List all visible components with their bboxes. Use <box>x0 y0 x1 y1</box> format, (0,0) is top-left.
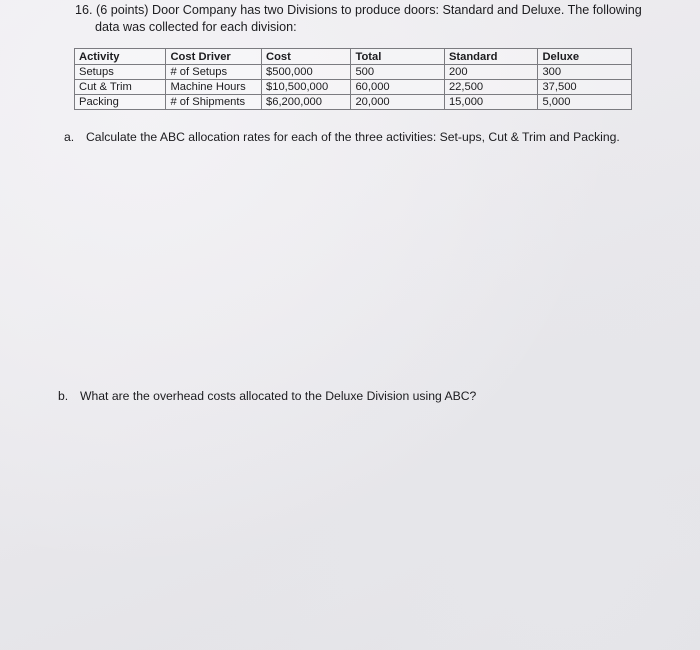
table-row <box>75 80 632 95</box>
header-cost: Cost <box>262 49 351 65</box>
table-cell: 5,000 <box>538 95 632 110</box>
part-b-question <box>58 388 476 404</box>
header-activity: Activity <box>75 49 166 65</box>
header-total: Total <box>351 49 445 65</box>
table-cell: Setups <box>75 65 166 80</box>
part-a-letter: a. <box>64 130 75 144</box>
table-cell: 15,000 <box>444 95 538 110</box>
table-cell: 200 <box>444 65 538 80</box>
table-cell: 37,500 <box>538 80 632 95</box>
table-cell: 20,000 <box>351 95 445 110</box>
activity-cost-table <box>74 48 632 110</box>
table-cell: Machine Hours <box>166 80 262 95</box>
table-cell: 500 <box>351 65 445 80</box>
table-cell: Cut & Trim <box>75 80 166 95</box>
header-standard: Standard <box>444 49 538 65</box>
header-cost-driver: Cost Driver <box>166 49 262 65</box>
table-cell: 300 <box>538 65 632 80</box>
part-a-text: Calculate the ABC allocation rates for each of the three activities: Set-ups, Cut & Trim and Packing. <box>86 130 620 144</box>
question-line-2: data was collected for each division: <box>95 20 297 34</box>
table-row <box>75 65 632 80</box>
table-cell: # of Shipments <box>166 95 262 110</box>
table-header-row <box>75 49 632 65</box>
part-b-letter: b. <box>58 389 69 403</box>
question-line-1: 16. (6 points) Door Company has two Divisions to produce doors: Standard and Deluxe. The following <box>75 3 642 17</box>
part-b-text: What are the overhead costs allocated to the Deluxe Division using ABC? <box>80 389 477 403</box>
part-a-question <box>64 129 620 145</box>
table-cell: $6,200,000 <box>262 95 351 110</box>
header-deluxe: Deluxe <box>538 49 632 65</box>
table-cell: # of Setups <box>166 65 262 80</box>
table-cell: $500,000 <box>262 65 351 80</box>
table-cell: 60,000 <box>351 80 445 95</box>
question-title <box>75 2 675 36</box>
table-cell: 22,500 <box>444 80 538 95</box>
table-row <box>75 95 632 110</box>
table-cell: $10,500,000 <box>262 80 351 95</box>
table-cell: Packing <box>75 95 166 110</box>
